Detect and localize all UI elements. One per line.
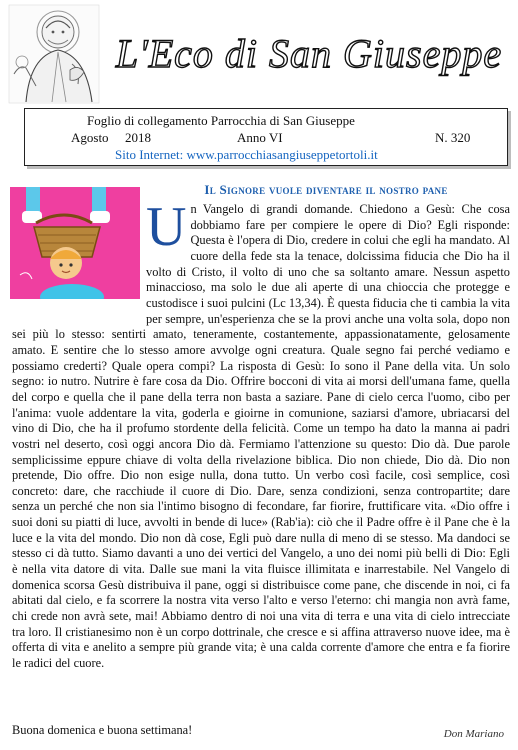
saint-joseph-image [8,4,100,104]
newsletter-title: L'Eco di San Giuseppe [115,31,503,76]
issue-info [71,130,491,146]
website-link[interactable]: Sito Internet: www.parrocchiasangiuseppetortoli.it [115,147,378,162]
issue-number: N. 320 [435,130,471,145]
issue-volume: Anno VI [237,130,283,145]
masthead [0,0,518,110]
subtitle: Foglio di collegamento Parrocchia di San Giuseppe [87,113,355,128]
closing-greeting: Buona domenica e buona settimana! [12,723,193,737]
author-signature: Don Mariano [443,728,504,740]
issue-year: 2018 [125,130,151,145]
issue-header [24,108,508,166]
article-body [12,196,510,672]
article-text: n Vangelo di grandi domande. Chiedono a Gesù: Che cosa dobbiamo fare per compiere le opere di Dio? Egli risponde: Questa è l'opera di Dio, credere in colui che egli ha mandato. Al cuore della fede sta la tenace, dolcissima fiducia che Dio ha il volto di Cristo, il volto di uno che sa soltanto amare. Nessun aspetto minaccioso, ma solo le due ali aperte di una chioccia che protegge e custodisce i suoi pulcini (Lc 13,34). È questa fiducia che ti cambia la vita per sempre, un'esperienza che se la provi anche una volta sola, dopo non sei più lo stesso: sentirti amato, teneramente, costantemente, appassionatamente, gelosamente amato. E sentire che lo stesso amore avvolge ogni creatura. Quale segno fai perché vediamo e possiamo crederti? Quale opera compi? La risposta di Gesù: Io sono il Pane della vita. Un solo segno: io nutro. Nutrire è fare cosa da Dio. Offrire bocconi di vita ai morsi dell'umana fame, quella del corpo e quella che il pane della terra non basta a saziare. Pane di cielo cerca l'uomo, cibo per l'anima: vuole addentare la vita, goderla e gioirne in comunione, saziarsi d'amore, ubriacarsi del vino di Dio, che ha il profumo stordente della felicità. Come un tempo ha dato la manna ai padri vostri nel deserto, così oggi ancora Dio dà. Fermiamo l'attenzione su questo: Dio dà. Due parole semplicissime eppure chiave di volta della rivelazione biblica. Dio non chiede, Dio dà. Dio non pretende, Dio offre. Dio non esige nulla, dona tutto. Un verbo così facile, così semplice, così concreto: dare, che racchiude il cuore di Dio. Dare, senza condizioni, senza contropartite; dare senza un perché che non sia l'intimo bisogno di fecondare, far fiorire, fruttificare vita. «Dio offre i suoi doni su piatti di luce, avvolti in bende di luce» (Rab'ia): ciò che il Padre offre è il Pane che è la luce e la vita del mondo. Dio non dà cose, Egli può dare nulla di meno di se stesso. Ma dandoci se stesso ci dà tutto. Siamo davanti a uno dei vertici del Vangelo, a uno dei nomi più belli di Dio: Egli è nella vita datore di vita. Dalle sue mani la vita fluisce illimitata e inarrestabile. Nel Vangelo di domenica scorsa Gesù distribuiva il pane, oggi si distribuisce come pane, che discende in noi, ci fa abitati dal cielo, e fa scorrere la nostra vita verso l'alto e verso l'eterno: chi mangia non avrà fame, chi crede non avrà sete, mai! Abbiamo dentro di noi una vita di terra e una vita di cielo intrecciate tra loro. Il cristianesimo non è un corpo dottrinale, che cresce e si affina attraverso nuove idee, ma è offerta di vita e anelito a sempre più grande vita; è una calda corrente d'amore che entra e fa fiorire le radici del cuore. [12,202,510,671]
drop-cap: U [146,196,187,258]
article-title: Il Signore vuole diventare il nostro pane [204,182,448,197]
issue-month: Agosto [71,130,109,145]
